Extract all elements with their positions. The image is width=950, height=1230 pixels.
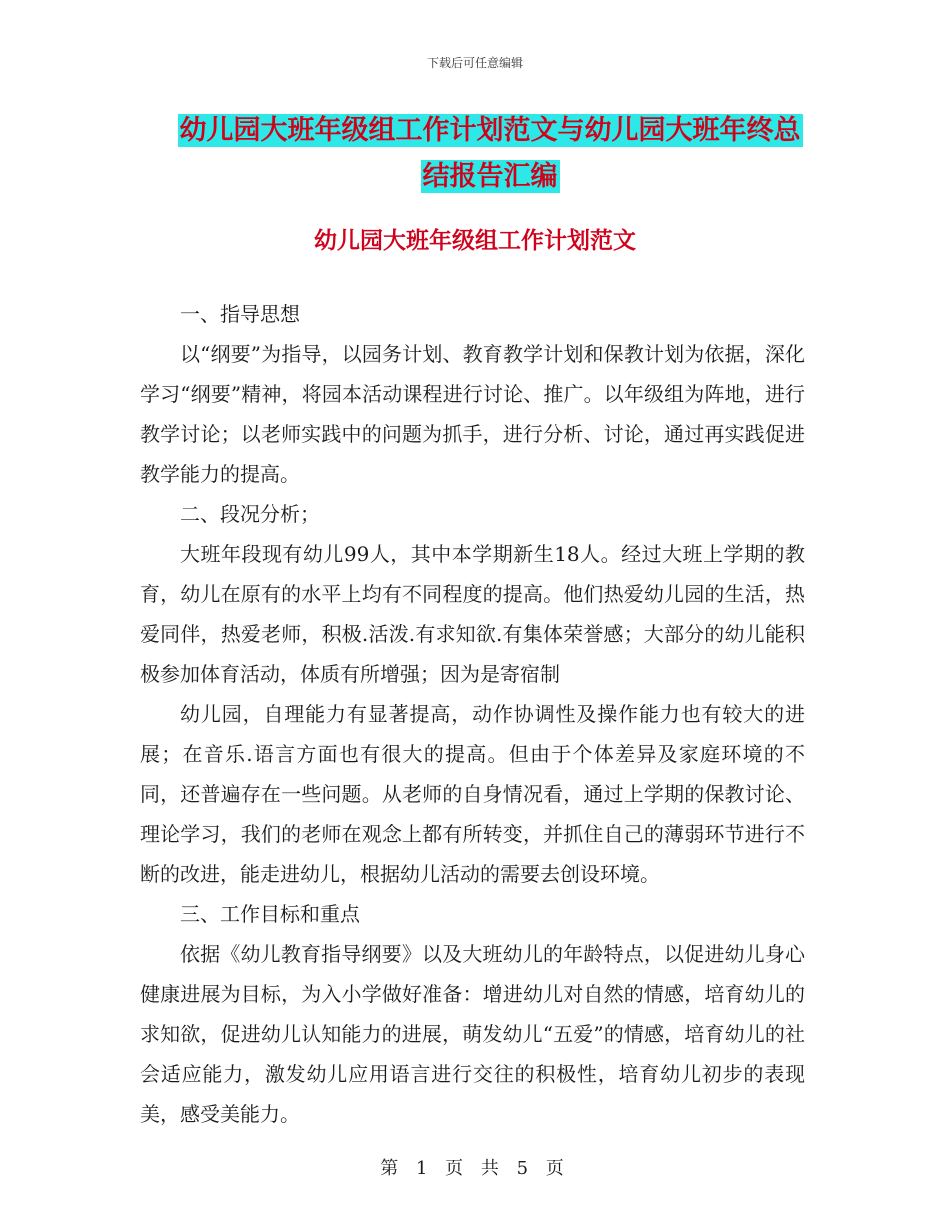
document-body	[140, 294, 805, 1134]
page-footer: 第 1 页 共 5 页	[380, 1158, 570, 1179]
paragraph: 依据《幼儿教育指导纲要》以及大班幼儿的年龄特点，以促进幼儿身心健康进展为目标，为入小学做好准备：增进幼儿对自然的情感，培育幼儿的求知欲，促进幼儿认知能力的进展，萌发幼儿“五爱”的情感，培育幼儿的社会适应能力，激发幼儿应用语言进行交往的积极性，培育幼儿初步的表现美，感受美能力。	[140, 942, 805, 1126]
document-title-line-2: 结报告汇编	[422, 161, 558, 192]
document-title-line-1: 幼儿园大班年级组工作计划范文与幼儿园大班年终总	[179, 115, 801, 146]
paragraph: 大班年段现有幼儿99人，其中本学期新生18人。经过大班上学期的教育，幼儿在原有的水平上均有不同程度的提高。他们热爱幼儿园的生活，热爱同伴，热爱老师，积极.活泼.有求知欲.有集体荣誉感；大部分的幼儿能积极参加体育活动，体质有所增强；因为是寄宿制	[140, 542, 805, 686]
document-title	[140, 108, 840, 200]
heading-goals: 三、工作目标和重点	[180, 902, 360, 926]
paragraph: 幼儿园，自理能力有显著提高，动作协调性及操作能力也有较大的进展；在音乐.语言方面也有很大的提高。但由于个体差异及家庭环境的不同，还普遍存在一些问题。从老师的自身情况看，通过上学期的保教讨论、理论学习，我们的老师在观念上都有所转变，并抓住自己的薄弱环节进行不断的改进，能走进幼儿，根据幼儿活动的需要去创设环境。	[140, 702, 805, 886]
heading-guiding-ideology: 一、指导思想	[180, 302, 300, 326]
heading-situation-analysis: 二、段况分析；	[180, 502, 320, 526]
paragraph: 以“纲要”为指导，以园务计划、教育教学计划和保教计划为依据，深化学习“纲要”精神，将园本活动课程进行讨论、推广。以年级组为阵地，进行教学讨论；以老师实践中的问题为抓手，进行分析、讨论，通过再实践促进教学能力的提高。	[140, 342, 805, 486]
section-title: 幼儿园大班年级组工作计划范文	[314, 227, 636, 254]
header-note: 下载后可任意编辑	[426, 56, 523, 70]
